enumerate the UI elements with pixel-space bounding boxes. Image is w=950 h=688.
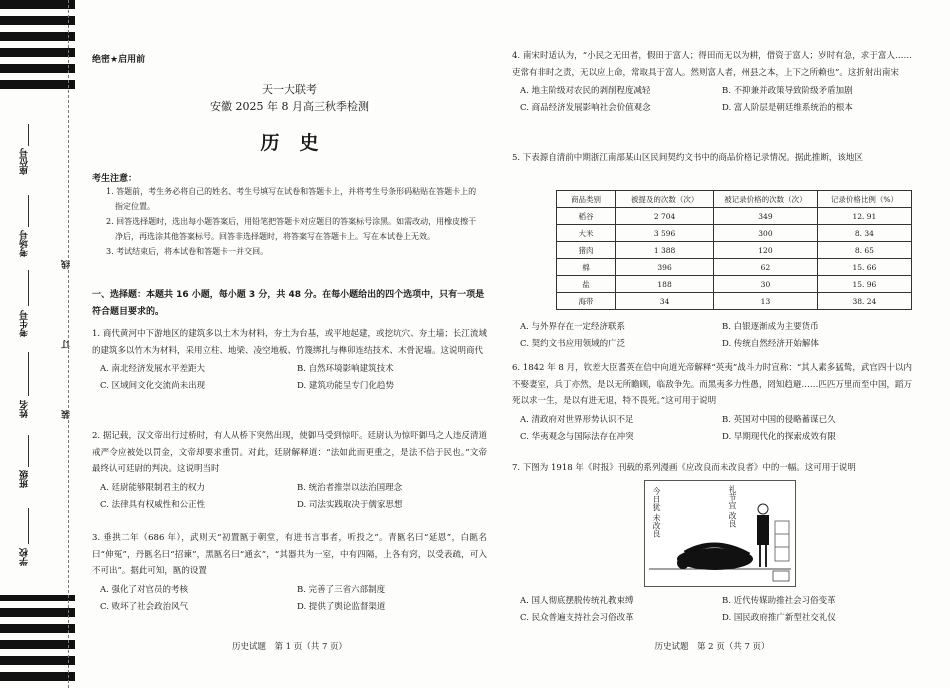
table-cell: 349	[714, 208, 818, 225]
field-seat-label: 座位号	[20, 148, 30, 175]
table-header: 被记录价格的次数（次）	[714, 191, 818, 208]
table-cell: 13	[714, 293, 818, 310]
table-cell: 8. 34	[817, 225, 911, 242]
option-b[interactable]: B. 英国对中国的侵略蓄谋已久	[722, 414, 836, 425]
table-cell: 30	[714, 276, 818, 293]
question-options	[92, 580, 487, 616]
question-stem: 2. 据记载，汉文帝出行过桥时，有人从桥下突然出现，使御马受到惊吓。廷尉认为惊吓御马之人违反清道戒严令应被处以罚金，文帝却要求重罚。对此，廷尉解释道：“法如此而更重之，是法不信于民也。”文帝最终认可廷尉的判决。这说明当时	[92, 431, 487, 474]
table-row	[557, 242, 912, 259]
option-c[interactable]: C. 民众普遍支持社会习俗改革	[520, 613, 634, 623]
option-a[interactable]: A. 南北经济发展水平差距大	[100, 364, 206, 374]
field-name-label: 姓名	[20, 400, 30, 418]
notice-item: 2. 回答选择题时，选出每小题答案后，用铅笔把答题卡对应题目的答案标号涂黑。如需改动，用橡皮擦干净后，再选涂其他答案标号。回答非选择题时，将答案写在答题卡上。写在本试卷上无效。	[106, 217, 477, 241]
option-d[interactable]: D. 早期现代化的探索成效有限	[722, 431, 836, 442]
field-examid-label: 考生号	[20, 310, 30, 337]
option-b[interactable]: B. 近代传媒助推社会习俗变革	[722, 596, 836, 606]
option-c[interactable]: C. 契约文书应用领域的广泛	[520, 339, 626, 349]
question-stem: 6. 1842 年 8 月，钦差大臣耆英在信中向道光帝解释“英夷”战斗力时宣称：“其人素多猛鸷，武官四十以内不娶妻室，兵丁亦然，是以无所瞻顾，临敌争先。而黑夷多力性愚，罔知趋避……匹匹万里而至中国，蹈万死以求一生，是以有进无退，特不畏死。”这可用于说明	[512, 363, 912, 406]
notice-title: 考生注意：	[92, 174, 138, 184]
question-options	[512, 81, 907, 117]
option-a[interactable]: A. 国人彻底摆脱传统礼教束缚	[520, 596, 634, 606]
option-d[interactable]: D. 富人阶层是朝廷维系统治的根本	[722, 103, 853, 113]
secret-label: 绝密★启用前	[92, 55, 146, 65]
option-d[interactable]: D. 提供了舆论监督渠道	[297, 601, 386, 612]
field-line	[28, 352, 29, 396]
question-5	[512, 150, 912, 167]
table-cell: 稻谷	[557, 208, 616, 225]
notice-item: 1. 答题前，考生务必将自己的姓名、考生号填写在试卷和答题卡上，并将考生号条形码粘贴在答题卡上的指定位置。	[106, 187, 477, 211]
question-stem: 1. 商代黄河中下游地区的建筑多以土木为材料，夯土为台基，或平地起建，或挖坑穴、夯土墙；长江流域的建筑多以竹木为材料，采用立柱、地梁、凌空地板、竹篾绑扎与榫卯连结技术、木骨泥墙。这说明商代	[92, 329, 487, 356]
question-3	[92, 530, 487, 616]
option-a[interactable]: A. 与外界存在一定经济联系	[520, 322, 626, 332]
field-class-label: 班级	[20, 470, 30, 488]
option-b[interactable]: B. 统治者推崇以法治国理念	[297, 482, 403, 493]
table-header: 被提及的次数（次）	[616, 191, 714, 208]
option-a[interactable]: A. 地主阶级对农民的剥削程度减轻	[520, 86, 651, 96]
field-line	[28, 435, 29, 467]
table-cell: 海带	[557, 293, 616, 310]
table-row	[557, 276, 912, 293]
table-cell: 8. 65	[817, 242, 911, 259]
option-c[interactable]: C. 法律具有权威性和公正性	[100, 499, 206, 510]
page-footer: 历史试题 第 1 页（共 7 页）	[231, 642, 348, 652]
question-options	[512, 410, 907, 446]
cartoon-text: 改良	[728, 511, 737, 528]
table-cell: 38. 24	[817, 293, 911, 310]
table-cell: 34	[616, 293, 714, 310]
table-header-row	[557, 191, 912, 208]
page-1	[92, 0, 487, 688]
field-line	[28, 124, 29, 146]
option-d[interactable]: D. 传统自然经济开始解体	[722, 339, 819, 349]
option-b[interactable]: B. 白银逐渐成为主要货币	[722, 322, 819, 332]
cartoon-illustration	[645, 481, 795, 586]
notice-item: 3. 考试结束后，将本试卷和答题卡一并交回。	[106, 247, 269, 256]
question-stem: 5. 下表源自清前中期浙江南部某山区民间契约文书中的商品价格记录情况。据此推断，该地区	[512, 153, 863, 163]
exam-subtitle: 安徽 2025 年 8 月高三秋季检测	[210, 100, 369, 113]
table-cell: 12. 91	[817, 208, 911, 225]
question-6	[512, 360, 912, 446]
question-5-options	[512, 318, 912, 354]
question-options	[92, 359, 487, 395]
option-d[interactable]: D. 建筑功能呈专门化趋势	[297, 381, 394, 391]
option-c[interactable]: C. 华夷观念与国际法存在冲突	[520, 431, 634, 442]
question-1	[92, 326, 487, 395]
notice-list	[106, 184, 484, 259]
cartoon-text: 今日犹	[652, 487, 661, 511]
table-cell: 396	[616, 259, 714, 276]
price-table	[556, 190, 912, 310]
field-school-label: 学校	[20, 548, 30, 566]
cartoon-text: 礼节宜	[728, 485, 737, 509]
question-7	[512, 460, 912, 477]
table-header: 商品类别	[557, 191, 616, 208]
table-row	[557, 225, 912, 242]
question-options	[92, 478, 487, 514]
option-a[interactable]: A. 清政府对世界形势认识不足	[520, 414, 634, 425]
cut-mark-pack: 装	[62, 410, 72, 419]
exam-title: 天一大联考	[262, 83, 317, 96]
question-stem: 4. 南宋时适认为，“小民之无田者，假田于富人；得田而无以为耕，借资于富人；岁时有急，求于富人……吏常有非时之责，无以应上命，常取具于富人。然则富人者，州县之本，上下之所赖也”。这折射出南宋	[512, 51, 912, 78]
table-cell: 1 388	[616, 242, 714, 259]
table-cell: 盐	[557, 276, 616, 293]
subject-title: 历史	[260, 132, 339, 154]
field-line	[28, 270, 29, 306]
table-cell: 棉	[557, 259, 616, 276]
option-b[interactable]: B. 完善了三省六部制度	[297, 584, 386, 595]
table-cell: 15. 96	[817, 276, 911, 293]
option-a[interactable]: A. 廷尉能够限制君主的权力	[100, 482, 206, 493]
table-row	[557, 208, 912, 225]
cartoon-caption-left	[651, 487, 661, 547]
cut-mark-line: 线	[62, 260, 72, 269]
table-row	[557, 293, 912, 310]
table-cell: 3 596	[616, 225, 714, 242]
option-a[interactable]: A. 强化了对官员的考核	[100, 584, 189, 595]
option-c[interactable]: C. 区域间文化交流尚未出现	[100, 381, 206, 391]
question-4	[512, 48, 912, 117]
binding-area	[0, 90, 90, 595]
field-line	[28, 195, 29, 227]
question-7-options	[512, 592, 912, 628]
table-cell: 62	[714, 259, 818, 276]
option-b[interactable]: B. 不抑兼并政策导致阶级矛盾加剧	[722, 86, 853, 96]
table-cell: 大米	[557, 225, 616, 242]
table-cell: 2 704	[616, 208, 714, 225]
option-b[interactable]: B. 自然环境影响建筑技术	[297, 364, 394, 374]
option-c[interactable]: C. 败坏了社会政治风气	[100, 601, 189, 612]
question-2	[92, 428, 487, 514]
table-cell: 120	[714, 242, 818, 259]
option-d[interactable]: D. 司法实践取决于儒家思想	[297, 499, 403, 510]
section-header: 一、选择题：本题共 16 小题，每小题 3 分，共 48 分。在每小题给出的四个选项中，只有一项是符合题目要求的。	[92, 290, 485, 317]
cut-mark-bind: 订	[62, 340, 72, 349]
page-footer: 历史试题 第 2 页（共 7 页）	[654, 642, 770, 652]
table-cell: 300	[714, 225, 818, 242]
table-cell: 15. 66	[817, 259, 911, 276]
cartoon-image	[644, 480, 796, 587]
option-d[interactable]: D. 国民政府推广新型社交礼仪	[722, 613, 836, 623]
question-stem: 7. 下图为 1918 年《时报》刊载的系列漫画《应改良而未改良者》中的一幅。这可用于说明	[512, 463, 856, 473]
field-line	[28, 508, 29, 544]
cartoon-text: 未改良	[652, 513, 661, 538]
table-row	[557, 259, 912, 276]
cut-line	[68, 0, 69, 688]
table-header: 记录价格比例（%）	[817, 191, 911, 208]
option-c[interactable]: C. 商品经济发展影响社会价值观念	[520, 103, 651, 113]
cartoon-caption-right	[727, 485, 737, 531]
page-2	[512, 0, 912, 688]
table-cell: 猪肉	[557, 242, 616, 259]
question-stem: 3. 垂拱二年（686 年），武则天“初置匦于朝堂，有进书言事者，听投之”。青匦名曰“延恩”，白匦名曰“伸冤”，丹匦名曰“招谏”，黑匦名曰“通玄”，“其器共为一室，中有四隔，上各有窍，以受表疏，可入不可出”。据此可知，匦的设置	[92, 533, 487, 576]
table-cell: 188	[616, 276, 714, 293]
field-room-label: 考场号	[20, 230, 30, 257]
